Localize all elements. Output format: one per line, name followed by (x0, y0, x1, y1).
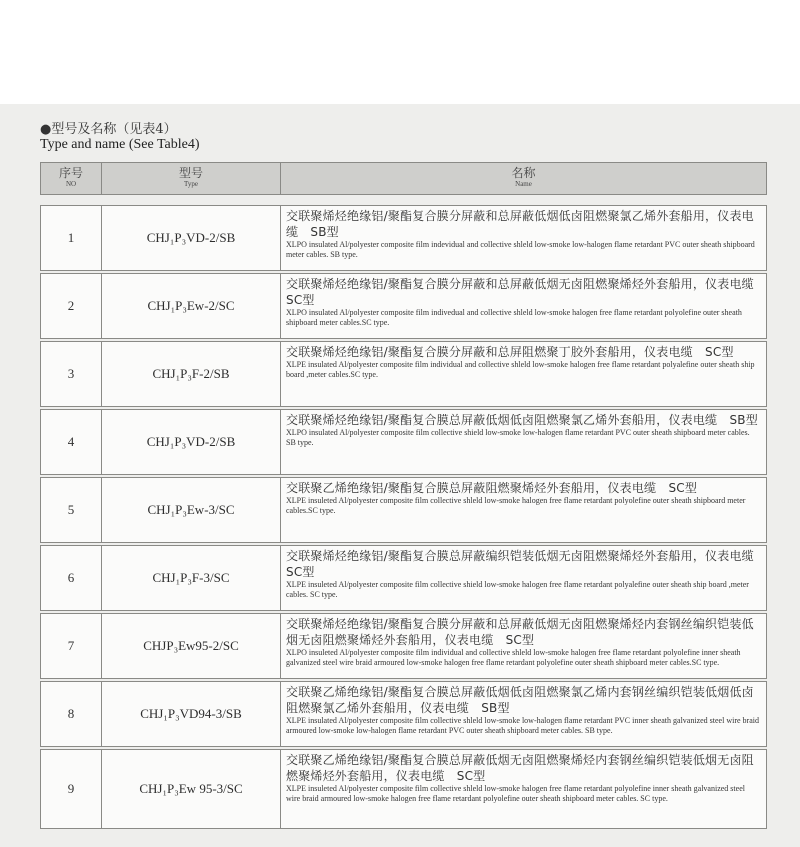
row-no: 1 (41, 206, 102, 270)
row-name (281, 342, 766, 406)
row-name (281, 274, 766, 338)
row-type: CHJ₁P₃Ew 95-3/SC (102, 750, 281, 828)
table-row (40, 613, 767, 679)
row-no: 3 (41, 342, 102, 406)
row-type: CHJ₁P₃Ew-3/SC (102, 478, 281, 542)
section-heading (40, 122, 200, 153)
row-name-zh: 交联聚烯烃绝缘铝/聚酯复合膜总屏蔽低烟低卤阻燃聚氯乙烯外套船用，仪表电缆 SB型 (286, 413, 758, 427)
table-row (40, 681, 767, 747)
row-name (281, 546, 766, 610)
row-name-zh: 交联聚乙烯绝缘铝/聚酯复合膜总屏蔽低烟低卤阻燃聚氯乙烯内套钢丝编织铠装低烟低卤阻燃聚氯乙烯外套船用，仪表电缆 SB型 (286, 685, 754, 715)
row-name (281, 614, 766, 678)
row-type: CHJ₁P₃Ew-2/SC (102, 274, 281, 338)
row-name-en: XLPO insulated Al/polyester composite film indevidual and collective shleld low-smoke low-halogen flame retardant PVC outer sheath shipboard meter cables. SB type. (286, 240, 755, 259)
row-type: CHJ₁P₃VD-2/SB (102, 206, 281, 270)
row-name-zh: 交联聚烯烃绝缘铝/聚酯复合膜分屏蔽和总屏蔽低烟无卤阻燃聚烯烃外套船用，仪表电缆 SC型 (286, 277, 767, 307)
table-row (40, 341, 767, 407)
row-name-en: XLPO insulated Al/polyester composite film indivedual and collective shleld low-smoke halogen free flame retardant polyolefine outer sheath shipboard meter cables.SC type. (286, 308, 742, 327)
row-type: CHJP₃Ew95-2/SC (102, 614, 281, 678)
type-name-table (40, 162, 767, 803)
header-name: 名称 Name (511, 166, 536, 188)
row-name-en: XLPE insuleted Al/polyester composite film collective shleld low-smoke halogen free flame retardant polyolefine inner sheath galvanized steel wire braid armoured low-smoke halogen free flame retardant polyolefine outer sheath shipboard meter cables. SC type. (286, 784, 745, 803)
row-name-zh: 交联聚乙烯绝缘铝/聚酯复合膜总屏蔽低烟无卤阻燃聚烯烃内套钢丝编织铠装低烟无卤阻燃聚烯烃外套船用，仪表电缆 SC型 (286, 753, 754, 783)
row-name-en: XLPE insuleted Al/polyester composite film collective shield low-smoke halogen free flame retardant polyalefine outer sheath ship board ,meter cables. SC type. (286, 580, 749, 599)
row-name-zh: 交联聚烯烃绝缘铝/聚酯复合膜总屏蔽编织铠装低烟无卤阻燃聚烯烃外套船用，仪表电缆 SC型 (286, 549, 767, 579)
heading-zh: ●型号及名称（见表4） (40, 122, 177, 137)
row-name-en: XLPE insulated Al/polyester composite film collective shleld low-smoke low-halogen flame retardant PVC inner sheath galvanized steel wire braid armoured low-smoke low-halogen flame retardant PVC outer sheath shipboard meter cables. SB type. (286, 716, 759, 735)
header-type: 型号 Type (102, 163, 281, 194)
row-no: 4 (41, 410, 102, 474)
table-row (40, 749, 767, 829)
table-header (40, 162, 767, 195)
row-no: 7 (41, 614, 102, 678)
row-name-zh: 交联聚烯烃绝缘铝/聚酯复合膜分屏蔽和总屏蔽低烟无卤阻燃聚烯烃内套钢丝编织铠装低烟无卤阻燃聚烯烃外套船用，仪表电缆 SC型 (286, 617, 754, 647)
row-name (281, 682, 766, 746)
row-type: CHJ₁P₃VD-2/SB (102, 410, 281, 474)
row-no: 8 (41, 682, 102, 746)
row-name-zh: 交联聚烯烃绝缘铝/聚酯复合膜分屏蔽和总屏阻燃聚丁胶外套船用，仪表电缆 SC型 (286, 345, 734, 359)
row-no: 9 (41, 750, 102, 828)
row-name (281, 750, 766, 828)
row-type: CHJ₁P₃F-3/SC (102, 546, 281, 610)
row-no: 5 (41, 478, 102, 542)
table-row (40, 273, 767, 339)
row-type: CHJ₁P₃F-2/SB (102, 342, 281, 406)
table-row (40, 545, 767, 611)
table-row (40, 477, 767, 543)
row-name-en: XLPE insulated Al/polyester composite film individual and collective shleld low-smoke halogen free flame retardant polyalefine outer sheath ship board ,meter cables.SC type. (286, 360, 755, 379)
table-row (40, 409, 767, 475)
row-name-zh: 交联聚烯烃绝缘铝/聚酯复合膜分屏蔽和总屏蔽低烟低卤阻燃聚氯乙烯外套船用，仪表电缆 SB型 (286, 209, 754, 239)
heading-en: Type and name (See Table4) (40, 137, 200, 152)
row-name-en: XLPO insuleted Al/polyester composite film individual and collective shleld low-smoke halogen free flame retardant polyolefine inner sheath galvanized steel wire braid armoured low-smoke halogen free flame retardant polyolefine outer sheath shipboard meter cables.SC type. (286, 648, 741, 667)
row-type: CHJ₁P₃VD94-3/SB (102, 682, 281, 746)
row-name-zh: 交联聚乙烯绝缘铝/聚酯复合膜总屏蔽阻燃聚烯烃外套船用，仪表电缆 SC型 (286, 481, 698, 495)
row-name (281, 478, 766, 542)
row-no: 2 (41, 274, 102, 338)
row-name (281, 206, 766, 270)
header-no: 序号 NO (41, 163, 102, 194)
table-row (40, 205, 767, 271)
catalog-page (0, 104, 800, 847)
row-name-en: XLPO insulated Al/polyester composite film collective shield low-smoke low-halogen flame retardant PVC outer sheath shipboard meter cables. SB type. (286, 428, 750, 447)
row-name-en: XLPE insuleted Al/polyester composite film collective shleld low-smoke halogen free flame retardant polyolefine outer sheath shipboard meter cables.SC type. (286, 496, 746, 515)
row-name (281, 410, 766, 474)
row-no: 6 (41, 546, 102, 610)
